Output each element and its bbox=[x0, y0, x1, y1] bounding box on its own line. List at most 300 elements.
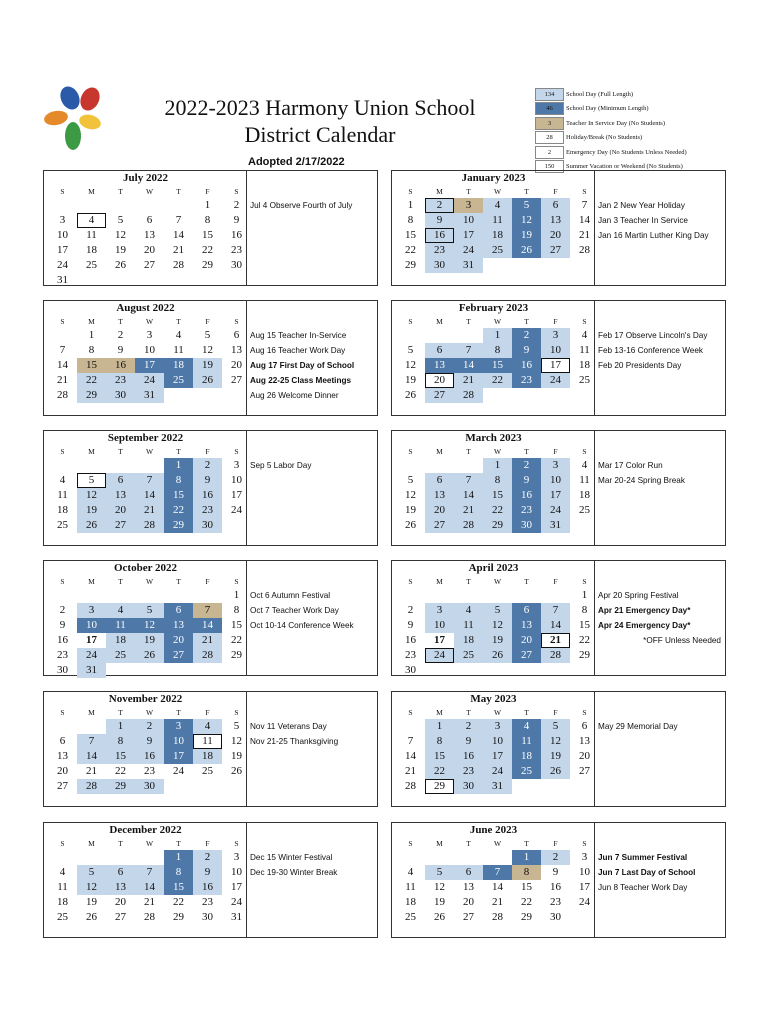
weekday-header: F bbox=[205, 317, 210, 326]
calendar-day: 3 bbox=[483, 719, 512, 734]
calendar-day: 21 bbox=[135, 503, 164, 518]
calendar-day: 13 bbox=[425, 488, 454, 503]
calendar-day: 6 bbox=[581, 720, 588, 732]
weekday-header: S bbox=[582, 447, 587, 456]
calendar-day: 1 bbox=[164, 850, 193, 865]
calendar-day: 17 bbox=[454, 228, 483, 243]
calendar-day: 22 bbox=[164, 503, 193, 518]
calendar-day: 5 bbox=[512, 198, 541, 213]
weekday-header: S bbox=[582, 317, 587, 326]
calendar-day: 13 bbox=[144, 229, 155, 241]
title-line-2: District Calendar bbox=[244, 122, 396, 147]
month-note: Jan 2 New Year Holiday bbox=[598, 201, 685, 210]
weekday-header: S bbox=[408, 577, 413, 586]
month-note: Mar 20-24 Spring Break bbox=[598, 476, 685, 485]
calendar-day: 30 bbox=[405, 664, 416, 676]
weekday-header: F bbox=[205, 708, 210, 717]
calendar-day: 16 bbox=[454, 749, 483, 764]
calendar-day: 23 bbox=[454, 764, 483, 779]
calendar-day: 19 bbox=[115, 244, 126, 256]
calendar-day: 9 bbox=[59, 619, 66, 631]
calendar-day: 26 bbox=[77, 518, 106, 533]
calendar-day: 29 bbox=[202, 259, 213, 271]
calendar-day: 25 bbox=[86, 259, 97, 271]
legend-row bbox=[535, 102, 765, 117]
calendar-day: 21 bbox=[541, 633, 570, 648]
calendar-day: 20 bbox=[512, 633, 541, 648]
month-note: Aug 16 Teacher Work Day bbox=[250, 346, 346, 355]
calendar-day: 13 bbox=[106, 488, 135, 503]
calendar-day: 19 bbox=[405, 504, 416, 516]
calendar-day: 3 bbox=[454, 198, 483, 213]
calendar-day: 28 bbox=[57, 389, 68, 401]
calendar-day: 9 bbox=[512, 473, 541, 488]
calendar-day: 4 bbox=[581, 329, 588, 341]
month-note: Jan 3 Teacher In Service bbox=[598, 216, 688, 225]
month-note: Apr 24 Emergency Day* bbox=[598, 621, 691, 630]
month-title: January 2023 bbox=[461, 172, 526, 184]
calendar-day: 10 bbox=[483, 734, 512, 749]
weekday-header: M bbox=[436, 839, 443, 848]
calendar-day: 20 bbox=[425, 503, 454, 518]
calendar-day: 2 bbox=[59, 604, 66, 616]
calendar-day: 1 bbox=[88, 329, 95, 341]
district-logo bbox=[40, 84, 110, 154]
calendar-day: 21 bbox=[454, 503, 483, 518]
calendar-day: 28 bbox=[193, 648, 222, 663]
legend-label: Emergency Day (No Students Unless Needed) bbox=[566, 148, 687, 156]
month-block bbox=[391, 170, 726, 286]
legend-label: School Day (Minimum Length) bbox=[566, 105, 649, 113]
legend-label: School Day (Full Length) bbox=[566, 90, 633, 98]
calendar-day: 28 bbox=[135, 518, 164, 533]
calendar-day: 21 bbox=[492, 896, 503, 908]
calendar-day: 16 bbox=[231, 229, 242, 241]
calendar-day: 30 bbox=[550, 911, 561, 923]
calendar-day: 1 bbox=[106, 719, 135, 734]
calendar-day: 6 bbox=[233, 329, 240, 341]
weekday-header: T bbox=[176, 839, 181, 848]
weekday-header: T bbox=[466, 577, 471, 586]
weekday-header: T bbox=[176, 577, 181, 586]
calendar-day: 19 bbox=[541, 749, 570, 764]
calendar-day: 19 bbox=[77, 503, 106, 518]
calendar-day: 4 bbox=[193, 719, 222, 734]
calendar-day: 19 bbox=[405, 374, 416, 386]
calendar-day: 25 bbox=[164, 373, 193, 388]
legend-label: Holiday/Break (No Students) bbox=[566, 134, 643, 142]
calendar-day: 18 bbox=[57, 504, 68, 516]
calendar-day: 16 bbox=[550, 881, 561, 893]
calendar-day: 22 bbox=[425, 764, 454, 779]
calendar-day: 3 bbox=[541, 458, 570, 473]
calendar-day: 2 bbox=[117, 329, 124, 341]
weekday-header: M bbox=[88, 577, 95, 586]
calendar-day: 28 bbox=[579, 244, 590, 256]
weekday-header: T bbox=[176, 708, 181, 717]
weekday-header: M bbox=[436, 317, 443, 326]
calendar-day: 8 bbox=[106, 734, 135, 749]
calendar-day: 22 bbox=[579, 634, 590, 646]
calendar-day: 20 bbox=[57, 765, 68, 777]
month-note: Apr 21 Emergency Day* bbox=[598, 606, 691, 615]
calendar-day: 5 bbox=[541, 719, 570, 734]
calendar-day: 5 bbox=[77, 473, 106, 488]
calendar-day: 26 bbox=[135, 648, 164, 663]
calendar-day: 26 bbox=[193, 373, 222, 388]
calendar-day: 18 bbox=[106, 633, 135, 648]
calendar-day: 25 bbox=[579, 504, 590, 516]
calendar-day: 13 bbox=[164, 618, 193, 633]
calendar-day: 17 bbox=[541, 358, 570, 373]
calendar-day: 4 bbox=[77, 213, 106, 228]
calendar-day: 24 bbox=[483, 764, 512, 779]
calendar-day: 9 bbox=[193, 473, 222, 488]
weekday-header: F bbox=[205, 187, 210, 196]
calendar-day: 16 bbox=[193, 488, 222, 503]
calendar-day: 10 bbox=[541, 343, 570, 358]
calendar-day: 29 bbox=[521, 911, 532, 923]
month-title: April 2023 bbox=[468, 562, 519, 574]
calendar-day: 21 bbox=[579, 229, 590, 241]
weekday-header: S bbox=[60, 317, 65, 326]
month-block bbox=[43, 560, 378, 676]
calendar-day: 29 bbox=[173, 911, 184, 923]
month-note: Nov 21-25 Thanksgiving bbox=[250, 737, 339, 746]
calendar-day: 6 bbox=[106, 473, 135, 488]
legend-swatch: 134 bbox=[535, 88, 564, 101]
calendar-day: 1 bbox=[204, 199, 211, 211]
weekday-header: F bbox=[205, 577, 210, 586]
calendar-day: 14 bbox=[405, 750, 416, 762]
calendar-day: 9 bbox=[193, 865, 222, 880]
calendar-day: 11 bbox=[512, 734, 541, 749]
weekday-header: T bbox=[118, 708, 123, 717]
calendar-day: 9 bbox=[233, 214, 240, 226]
month-block bbox=[43, 822, 378, 938]
weekday-header: S bbox=[408, 447, 413, 456]
calendar-day: 30 bbox=[193, 518, 222, 533]
weekday-header: T bbox=[524, 708, 529, 717]
month-note: Aug 15 Teacher In-Service bbox=[250, 331, 347, 340]
calendar-day: 17 bbox=[164, 749, 193, 764]
calendar-day: 1 bbox=[512, 850, 541, 865]
weekday-header: S bbox=[234, 317, 239, 326]
calendar-day: 3 bbox=[425, 603, 454, 618]
calendar-day: 28 bbox=[405, 780, 416, 792]
weekday-header: S bbox=[60, 839, 65, 848]
calendar-day: 25 bbox=[106, 648, 135, 663]
calendar-day: 11 bbox=[193, 734, 222, 749]
calendar-day: 3 bbox=[541, 328, 570, 343]
calendar-day: 13 bbox=[425, 358, 454, 373]
calendar-day: 4 bbox=[512, 719, 541, 734]
calendar-day: 11 bbox=[579, 344, 590, 356]
calendar-day: 1 bbox=[581, 589, 588, 601]
calendar-day: 17 bbox=[231, 881, 242, 893]
calendar-day: 24 bbox=[425, 648, 454, 663]
calendar-day: 24 bbox=[579, 896, 590, 908]
weekday-header: S bbox=[408, 839, 413, 848]
calendar-day: 31 bbox=[57, 274, 68, 286]
calendar-day: 15 bbox=[405, 229, 416, 241]
calendar-day: 11 bbox=[405, 881, 416, 893]
calendar-day: 16 bbox=[405, 634, 416, 646]
calendar-day: 13 bbox=[541, 213, 570, 228]
weekday-header: T bbox=[524, 577, 529, 586]
calendar-day: 8 bbox=[204, 214, 211, 226]
calendar-day: 5 bbox=[407, 344, 414, 356]
calendar-day: 17 bbox=[434, 634, 445, 646]
calendar-day: 4 bbox=[106, 603, 135, 618]
calendar-day: 7 bbox=[77, 734, 106, 749]
calendar-day: 24 bbox=[57, 259, 68, 271]
calendar-day: 5 bbox=[407, 474, 414, 486]
month-note: Aug 22-25 Class Meetings bbox=[250, 376, 352, 385]
month-block bbox=[391, 822, 726, 938]
calendar-day: 19 bbox=[483, 633, 512, 648]
weekday-header: W bbox=[145, 708, 154, 717]
weekday-header: F bbox=[553, 708, 558, 717]
weekday-header: W bbox=[493, 839, 502, 848]
calendar-day: 29 bbox=[405, 259, 416, 271]
calendar-day: 11 bbox=[173, 344, 184, 356]
calendar-day: 17 bbox=[579, 881, 590, 893]
calendar-day: 22 bbox=[202, 244, 213, 256]
weekday-header: S bbox=[582, 839, 587, 848]
calendar-day: 19 bbox=[135, 633, 164, 648]
weekday-header: F bbox=[553, 187, 558, 196]
calendar-day: 23 bbox=[202, 896, 213, 908]
weekday-header: M bbox=[88, 187, 95, 196]
calendar-day: 21 bbox=[454, 373, 483, 388]
weekday-header: W bbox=[493, 708, 502, 717]
calendar-day: 1 bbox=[483, 328, 512, 343]
calendar-day: 28 bbox=[173, 259, 184, 271]
calendar-day: 29 bbox=[483, 518, 512, 533]
calendar-day: 6 bbox=[106, 865, 135, 880]
calendar-day: 29 bbox=[579, 649, 590, 661]
calendar-day: 12 bbox=[483, 618, 512, 633]
calendar-day: 27 bbox=[512, 648, 541, 663]
month-block bbox=[391, 560, 726, 676]
calendar-day: 18 bbox=[512, 749, 541, 764]
calendar-day: 27 bbox=[144, 259, 155, 271]
calendar-day: 26 bbox=[115, 259, 126, 271]
calendar-day: 17 bbox=[57, 244, 68, 256]
calendar-day: 8 bbox=[483, 343, 512, 358]
calendar-day: 14 bbox=[492, 881, 503, 893]
weekday-header: F bbox=[553, 839, 558, 848]
calendar-day: 2 bbox=[425, 198, 454, 213]
weekday-header: F bbox=[553, 317, 558, 326]
calendar-day: 15 bbox=[106, 749, 135, 764]
weekday-header: T bbox=[524, 447, 529, 456]
calendar-day: 1 bbox=[164, 458, 193, 473]
calendar-day: 29 bbox=[164, 518, 193, 533]
calendar-day: 4 bbox=[175, 329, 182, 341]
calendar-day: 31 bbox=[77, 663, 106, 678]
calendar-day: 29 bbox=[231, 649, 242, 661]
calendar-day: 25 bbox=[454, 648, 483, 663]
legend-label: Summer Vacation or Weekend (No Students) bbox=[566, 163, 683, 171]
calendar-day: 8 bbox=[512, 865, 541, 880]
calendar-day: 8 bbox=[164, 473, 193, 488]
weekday-header: F bbox=[205, 839, 210, 848]
calendar-day: 21 bbox=[144, 896, 155, 908]
weekday-header: T bbox=[466, 317, 471, 326]
calendar-day: 27 bbox=[115, 911, 126, 923]
weekday-header: T bbox=[466, 708, 471, 717]
calendar-day: 3 bbox=[233, 851, 240, 863]
calendar-day: 23 bbox=[231, 244, 242, 256]
month-note: Jun 7 Summer Festival bbox=[598, 853, 688, 862]
month-block bbox=[43, 430, 378, 546]
calendar-day: 22 bbox=[173, 896, 184, 908]
calendar-day: 20 bbox=[541, 228, 570, 243]
calendar-day: 6 bbox=[425, 473, 454, 488]
calendar-day: 11 bbox=[579, 474, 590, 486]
calendar-day: 18 bbox=[579, 489, 590, 501]
calendar-day: 19 bbox=[231, 750, 242, 762]
calendar-day: 17 bbox=[135, 358, 164, 373]
legend-swatch: 2 bbox=[535, 146, 564, 159]
calendar-day: 30 bbox=[57, 664, 68, 676]
month-note: Feb 13-16 Conference Week bbox=[598, 346, 703, 355]
calendar-day: 18 bbox=[405, 896, 416, 908]
calendar-day: 14 bbox=[135, 488, 164, 503]
calendar-day: 28 bbox=[77, 779, 106, 794]
calendar-day: 7 bbox=[59, 344, 66, 356]
calendar-day: 5 bbox=[233, 720, 240, 732]
calendar-day: 23 bbox=[425, 243, 454, 258]
calendar-day: 5 bbox=[135, 603, 164, 618]
calendar-day: 16 bbox=[106, 358, 135, 373]
calendar-day: 10 bbox=[231, 474, 242, 486]
calendar-day: 13 bbox=[463, 881, 474, 893]
calendar-day: 8 bbox=[88, 344, 95, 356]
month-note: Oct 10-14 Conference Week bbox=[250, 621, 354, 630]
calendar-day: 13 bbox=[231, 344, 242, 356]
calendar-day: 24 bbox=[231, 896, 242, 908]
calendar-day: 8 bbox=[581, 604, 588, 616]
calendar-day: 14 bbox=[454, 358, 483, 373]
calendar-day: 5 bbox=[204, 329, 211, 341]
calendar-day: 22 bbox=[483, 503, 512, 518]
calendar-day: 25 bbox=[579, 374, 590, 386]
calendar-day: 10 bbox=[57, 229, 68, 241]
calendar-day: 15 bbox=[483, 358, 512, 373]
weekday-header: S bbox=[582, 708, 587, 717]
calendar-day: 30 bbox=[512, 518, 541, 533]
month-note: Oct 6 Autumn Festival bbox=[250, 591, 331, 600]
calendar-day: 24 bbox=[454, 243, 483, 258]
calendar-day: 2 bbox=[193, 458, 222, 473]
calendar-day: 12 bbox=[512, 213, 541, 228]
calendar-day: 10 bbox=[425, 618, 454, 633]
calendar-day: 24 bbox=[541, 503, 570, 518]
month-note: Jul 4 Observe Fourth of July bbox=[250, 201, 353, 210]
calendar-day: 19 bbox=[434, 896, 445, 908]
calendar-day: 22 bbox=[115, 765, 126, 777]
calendar-day: 16 bbox=[193, 880, 222, 895]
weekday-header: S bbox=[60, 577, 65, 586]
adopted-date: Adopted 2/17/2022 bbox=[248, 156, 345, 168]
month-block bbox=[391, 300, 726, 416]
calendar-day: 3 bbox=[146, 329, 153, 341]
weekday-header: W bbox=[145, 577, 154, 586]
calendar-day: 9 bbox=[552, 866, 559, 878]
calendar-day: 28 bbox=[454, 518, 483, 533]
weekday-header: S bbox=[408, 187, 413, 196]
month-title: October 2022 bbox=[113, 562, 178, 574]
calendar-day: 4 bbox=[59, 474, 66, 486]
calendar-day: 7 bbox=[135, 473, 164, 488]
calendar-day: 14 bbox=[173, 229, 184, 241]
month-title: July 2022 bbox=[123, 172, 168, 184]
weekday-header: S bbox=[234, 447, 239, 456]
calendar-day: 15 bbox=[521, 881, 532, 893]
calendar-day: 26 bbox=[512, 243, 541, 258]
calendar-day: 18 bbox=[579, 359, 590, 371]
calendar-day: 14 bbox=[579, 214, 590, 226]
calendar-day: 7 bbox=[483, 865, 512, 880]
calendar-day: 24 bbox=[231, 504, 242, 516]
calendar-day: 2 bbox=[135, 719, 164, 734]
calendar-day: 18 bbox=[164, 358, 193, 373]
weekday-header: M bbox=[436, 577, 443, 586]
calendar-day: 9 bbox=[512, 343, 541, 358]
calendar-day: 10 bbox=[164, 734, 193, 749]
calendar-day: 25 bbox=[483, 243, 512, 258]
calendar-day: 25 bbox=[512, 764, 541, 779]
calendar-day: 7 bbox=[541, 603, 570, 618]
weekday-header: M bbox=[436, 447, 443, 456]
legend-swatch: 150 bbox=[535, 160, 564, 173]
calendar-day: 22 bbox=[231, 634, 242, 646]
calendar-day: 4 bbox=[483, 198, 512, 213]
calendar-day: 12 bbox=[77, 488, 106, 503]
calendar-day: 23 bbox=[405, 649, 416, 661]
month-block bbox=[391, 691, 726, 807]
weekday-header: T bbox=[466, 187, 471, 196]
calendar-day: 7 bbox=[175, 214, 182, 226]
weekday-header: T bbox=[176, 317, 181, 326]
calendar-day: 5 bbox=[425, 865, 454, 880]
calendar-day: 20 bbox=[106, 503, 135, 518]
calendar-day: 9 bbox=[454, 734, 483, 749]
calendar-day: 23 bbox=[512, 503, 541, 518]
weekday-header: S bbox=[234, 187, 239, 196]
weekday-header: S bbox=[408, 708, 413, 717]
calendar-day: 23 bbox=[512, 373, 541, 388]
calendar-day: 4 bbox=[407, 866, 414, 878]
calendar-day: 12 bbox=[115, 229, 126, 241]
calendar-day: 1 bbox=[483, 458, 512, 473]
month-title: November 2022 bbox=[108, 693, 183, 705]
weekday-header: S bbox=[582, 187, 587, 196]
month-note: Oct 7 Teacher Work Day bbox=[250, 606, 339, 615]
calendar-day: 30 bbox=[454, 779, 483, 794]
calendar-day: 6 bbox=[146, 214, 153, 226]
calendar-day: 14 bbox=[454, 488, 483, 503]
calendar-day: 4 bbox=[59, 866, 66, 878]
calendar-day: 8 bbox=[425, 734, 454, 749]
calendar-day: 9 bbox=[425, 213, 454, 228]
calendar-day: 2 bbox=[193, 850, 222, 865]
calendar-day: 3 bbox=[164, 719, 193, 734]
legend-swatch: 46 bbox=[535, 102, 564, 115]
